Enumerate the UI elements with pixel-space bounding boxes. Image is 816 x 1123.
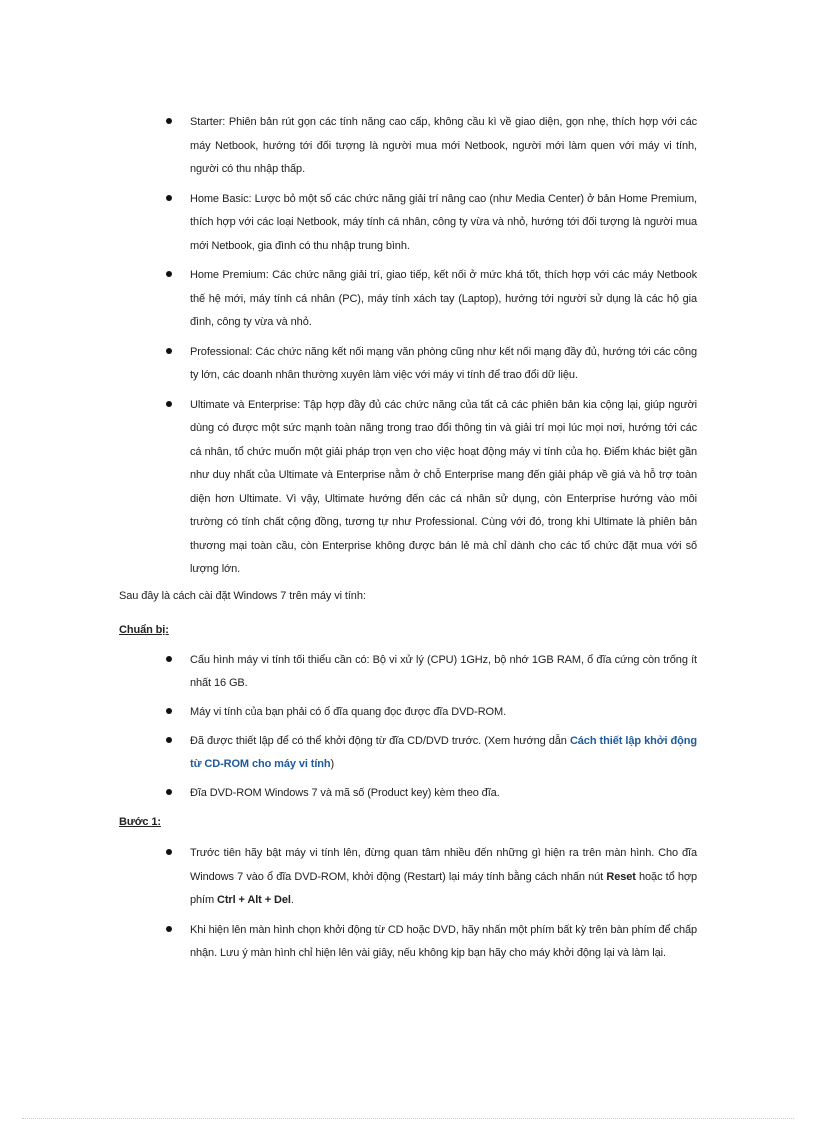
list-item: Trước tiên hãy bật máy vi tính lên, đừng quan tâm nhiều đến những gì hiện ra trên màn hình. Cho đĩa Windows 7 vào ổ đĩa DVD-ROM, khởi động (Restart) lại máy tính bằng cách nhấn nút Reset hoặc tổ hợp phím Ctrl + Alt + Del.	[190, 842, 697, 913]
step1-list	[190, 842, 697, 972]
list-item: Đĩa DVD-ROM Windows 7 và mã số (Product key) kèm theo đĩa.	[190, 782, 697, 805]
boot-cdrom-guide-link[interactable]: Cách thiết lập khởi động từ CD-ROM cho máy vi tính	[190, 735, 697, 770]
prepare-heading: Chuẩn bị:	[119, 624, 169, 636]
key-combo-label: Ctrl + Alt + Del	[217, 894, 291, 906]
list-item: Ultimate và Enterprise: Tập hợp đầy đủ các chức năng của tất cả các phiên bản kia cộng lại, giúp người dùng có được một sức mạnh toàn năng trong trao đổi thông tin và giải trí mọi lúc mọi nơi, hướng tới các cá nhân, tổ chức muốn một giải pháp trọn vẹn cho việc hoạt động máy vi tính của họ. Điểm khác biệt gần như duy nhất của Ultimate và Enterprise nằm ở chỗ Enterprise mang đến giải pháp về giá và hỗ trợ toàn diện hơn Ultimate. Vì vậy, Ultimate hướng đến các cá nhân sử dụng, còn Enterprise hướng vào môi trường có tính chất cộng đồng, tương tự như Professional. Cùng với đó, trong khi Ultimate là phiên bản thương mại toàn cầu, còn Enterprise không được bán lẻ mà chỉ dành cho các tổ chức đặt mua với số lượng lớn.	[190, 394, 697, 582]
list-item: Đã được thiết lập để có thể khởi động từ đĩa CD/DVD trước. (Xem hướng dẫn Cách thiết lập khởi động từ CD-ROM cho máy vi tính)	[190, 730, 697, 776]
intro-text: Sau đây là cách cài đặt Windows 7 trên máy vi tính:	[119, 590, 366, 602]
bullet-icon	[166, 737, 172, 743]
bullet-icon	[166, 118, 172, 124]
list-item: Khi hiện lên màn hình chọn khởi động từ CD hoặc DVD, hãy nhấn một phím bất kỳ trên bàn phím để chấp nhận. Lưu ý màn hình chỉ hiện lên vài giây, nếu không kịp bạn hãy cho máy khởi động lại và làm lại.	[190, 919, 697, 966]
editions-list	[190, 111, 697, 588]
list-item: Home Premium: Các chức năng giải trí, giao tiếp, kết nối ở mức khá tốt, thích hợp với các máy Netbook thế hệ mới, máy tính cá nhân (PC), máy tính xách tay (Laptop), hướng tới người sử dụng là các hộ gia đình, công ty vừa và nhỏ.	[190, 264, 697, 335]
list-item: Professional: Các chức năng kết nối mạng văn phòng cũng như kết nối mạng đầy đủ, hướng tới các công ty lớn, các doanh nhân thường xuyên làm việc với máy vi tính để trao đổi dữ liệu.	[190, 341, 697, 388]
bullet-icon	[166, 195, 172, 201]
bullet-icon	[166, 656, 172, 662]
bullet-icon	[166, 271, 172, 277]
page-divider	[22, 1118, 794, 1119]
prepare-list	[190, 649, 697, 811]
bullet-icon	[166, 926, 172, 932]
list-item: Starter: Phiên bản rút gọn các tính năng cao cấp, không cầu kì về giao diện, gọn nhẹ, thích hợp với các máy Netbook, hướng tới đối tượng là người mua mới Netbook, người mới làm quen với máy vi tính, người có thu nhập thấp.	[190, 111, 697, 182]
reset-key-label: Reset	[606, 870, 636, 883]
bullet-icon	[166, 348, 172, 354]
bullet-icon	[166, 849, 172, 855]
step1-heading: Bước 1:	[119, 816, 161, 828]
list-item: Máy vi tính của bạn phải có ổ đĩa quang đọc được đĩa DVD-ROM.	[190, 701, 697, 724]
list-item: Cấu hình máy vi tính tối thiểu cần có: Bộ vi xử lý (CPU) 1GHz, bộ nhớ 1GB RAM, ổ đĩa cứng còn trống ít nhất 16 GB.	[190, 649, 697, 695]
list-item: Home Basic: Lược bỏ một số các chức năng giải trí nâng cao (như Media Center) ở bản Home Premium, thích hợp với các loại Netbook, máy tính cá nhân, công ty vừa và nhỏ, hướng tới đối tượng là người mua mới Netbook, gia đình có thu nhập trung bình.	[190, 188, 697, 259]
bullet-icon	[166, 789, 172, 795]
bullet-icon	[166, 708, 172, 714]
bullet-icon	[166, 401, 172, 407]
